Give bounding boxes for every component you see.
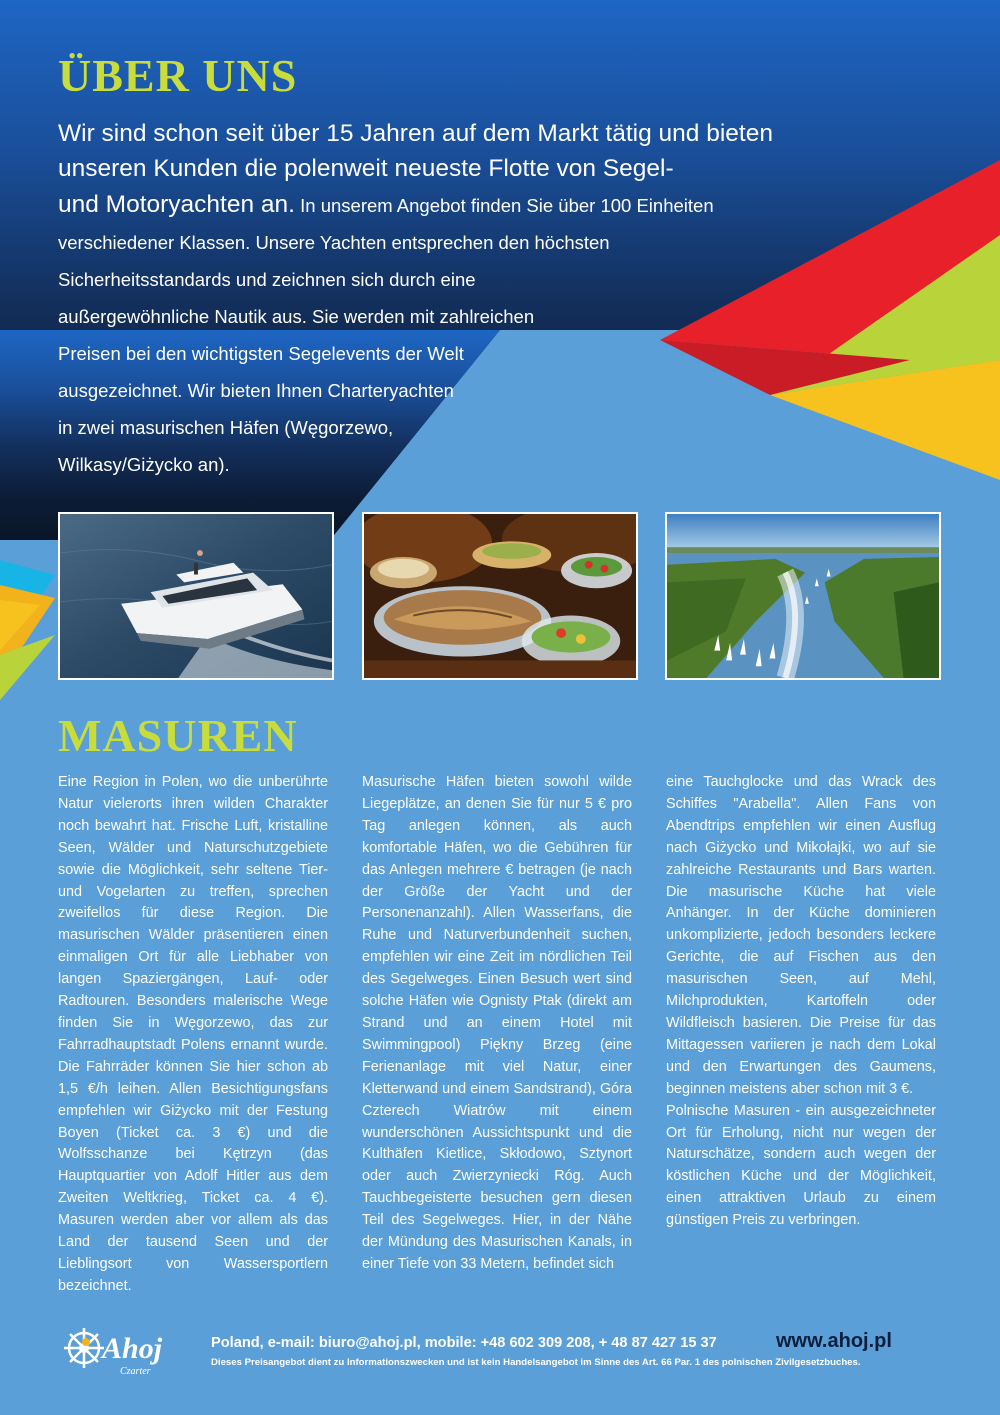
intro-line-2: unseren Kunden die polenweit neueste Flotte von Segel- [58,155,674,182]
body-line-4: außergewöhnliche Nautik aus. Sie werden mit zahlreichen [58,306,535,327]
masuren-column-2 [362,772,632,1276]
motoryacht-photo [58,512,334,680]
footer-contact: Poland, e-mail: biuro@ahoj.pl, mobile: +48 602 309 208, + 48 87 427 15 37 [211,1335,717,1351]
body-line-6: ausgezeichnet. Wir bieten Ihnen Charteryachten [58,380,454,401]
masuren-paragraph: Eine Region in Polen, wo die unberührte Natur vielerorts ihren wilden Charakter noch bewahrt hat. Frische Luft, kristalline Seen, Wälder und Naturschutzgebiete sowie die Möglichkeit, sehr seltene Tier- und Vogelarten zu treffen, sprechen zweifellos für diese Region. Die masurischen Wälder präsentieren einen einmaligen Ort für alle Liebhaber von langen Spaziergängen, Lauf- oder Radtouren. Besonders malerische Wege finden Sie in Węgorzewo, das zur Fahrradhauptstadt Polens ernannt wurde. Die Fahrräder können Sie hier schon ab 1,5 €/h leihen. Allen Besichtigungsfans empfehlen wir Giżycko mit der Festung Boyen (Ticket ca. 3 €) und die Wolfsschanze bei Kętrzyn (das Hauptquartier von Adolf Hitler aus dem Zweiten Weltkrieg, Ticket ca. 4 €). Masuren werden aber vor allem als das Land der tausend Seen und der Lieblingsort von Wassersportlern bezeichnet. [58,774,328,1294]
body-line-5: Preisen bei den wichtigsten Segelevents der Welt [58,343,464,364]
lake-sailing-photo [665,512,941,680]
body-line-3: Sicherheitsstandards und zeichnen sich durch eine [58,269,476,290]
about-heading: ÜBER UNS [58,50,298,101]
logo-sub: Czarter [120,1366,151,1377]
masuren-paragraph: eine Tauchglocke und das Wrack des Schiffes "Arabella". Allen Fans von Abendtrips empfehlen wir einen Ausflug nach Giżycko und Mikołajki, wo auf sie zahlreiche Restaurants und Bars warten. Die masurische Küche hat viele Anhänger. In der Küche dominieren unkomplizierte, jedoch besonders leckere Gerichte, die auf Fischen aus den masurischen Seen, auf Mehl, Milchprodukten, Kartoffeln oder Wildfleisch basieren. Die Preise für das Mittagessen variieren je nach dem Lokal und den Erwartungen des Gaumens, beginnen meistens aber schon mit 3 €. [666,774,936,1097]
intro-lead: und Motoryachten an. [58,191,295,218]
masuren-paragraph: Polnische Masuren - ein ausgezeichneter Ort für Erholung, nicht nur wegen der Naturschätze, sondern auch wegen der köstlichen Küche und der Möglichkeit, einen attraktiven Urlaub zu einem günstigen Preis zu verbringen. [666,1102,936,1229]
masuren-heading: MASUREN [58,710,298,761]
intro-line-1: Wir sind schon seit über 15 Jahren auf dem Markt tätig und bieten [58,120,773,147]
footer-legal-note: Dieses Preisangebot dient zu Informationszwecken und ist kein Handelsangebot im Sinne des Art. 66 Par. 1 des polnischen Zivilgesetzbuches. [211,1357,861,1368]
about-intro-text [58,116,898,483]
body-line-8: Wilkasy/Giżycko an). [58,454,230,475]
masuren-paragraph: Masurische Häfen bieten sowohl wilde Liegeplätze, an denen Sie für nur 5 € pro Tag anlegen können, als auch komfortable Häfen, wo die Gebühren für das Anlegen mehrere € betragen (je nach der Größe der Yacht und der Personenanzahl). Allen Wasserfans, die Ruhe und Naturverbundenheit suchen, empfehlen wir eine Zeit im nördlichen Teil des Segelweges. Einen Besuch wert sind solche Häfen wie Ognisty Ptak (direkt am Strand und an einem Hotel mit Swimmingpool) Piękny Brzeg (eine Ferienanlage mit viel Natur, einer Kletterwand und einem Sandstrand), Góra Czterech Wiatrów mit einem wunderschönen Aussichtspunkt und die Kulthäfen Kietlice, Skłodowo, Sztynort oder auch Zwierzyniecki Róg. Auch Tauchbegeisterte besuchen gern diesen Teil des Segelweges. Hier, in der Nähe der Mündung des Masurischen Kanals, in einer Tiefe von 33 Metern, befindet sich [362,774,632,1272]
ahoj-logo [62,1322,192,1378]
masuren-column-3 [666,772,936,1232]
masuren-column-1 [58,772,328,1298]
body-line-7: in zwei masurischen Häfen (Węgorzewo, [58,417,394,438]
body-line-1: In unserem Angebot finden Sie über 100 Einheiten [295,195,714,216]
buffet-photo [362,512,638,680]
logo-word: Ahoj [102,1332,163,1365]
footer-website-link[interactable]: www.ahoj.pl [776,1330,892,1352]
body-line-2: verschiedener Klassen. Unsere Yachten entsprechen den höchsten [58,232,610,253]
